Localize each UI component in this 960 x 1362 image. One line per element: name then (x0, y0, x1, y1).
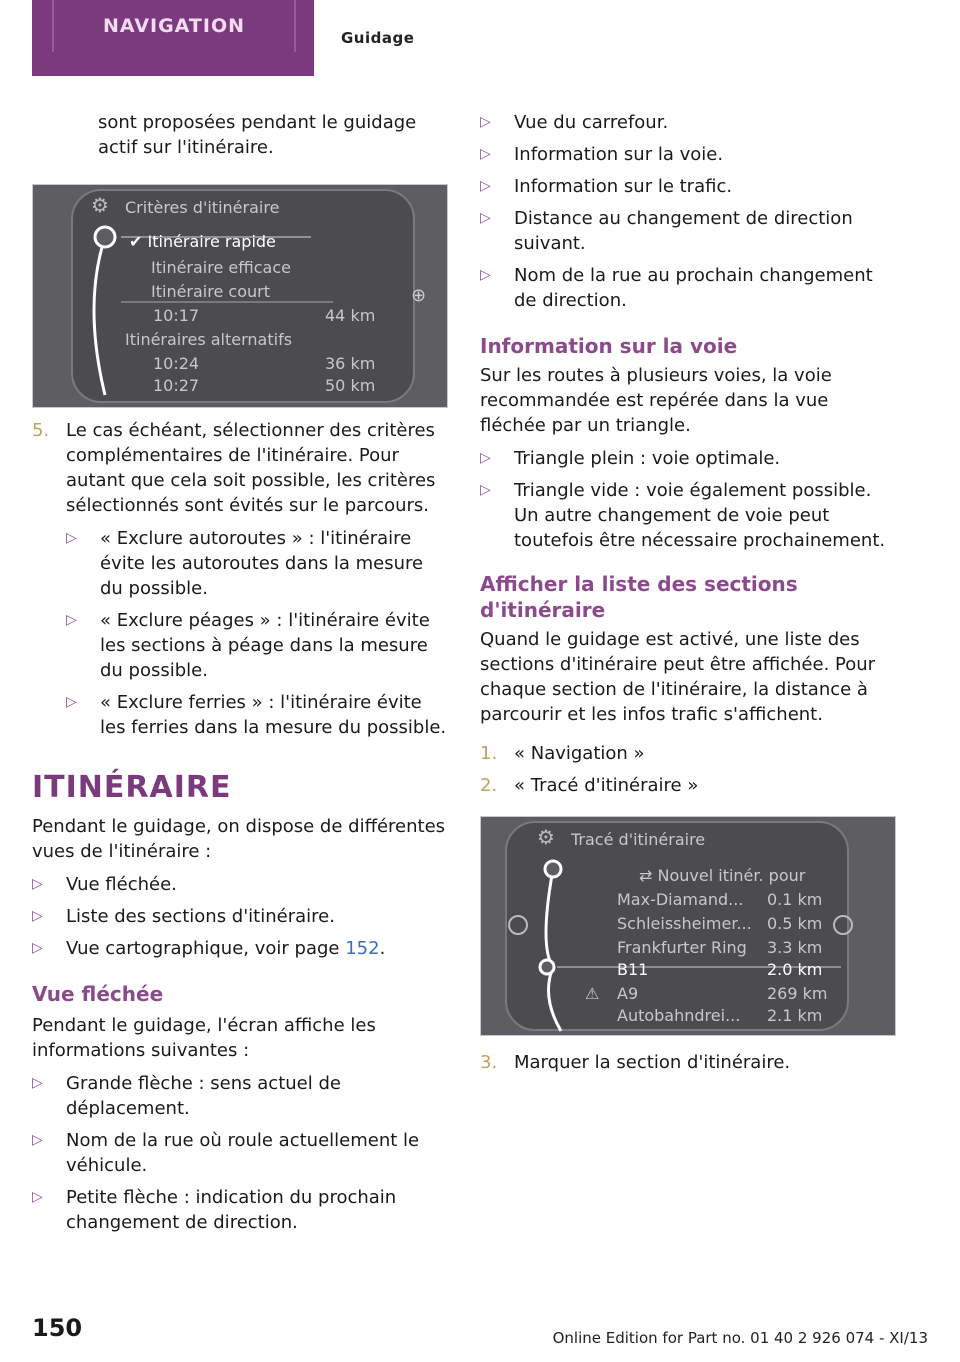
bullet-triangle-icon: ▷ (32, 1075, 43, 1091)
settings-icon: ⚙ (537, 825, 555, 849)
bullet-triangle-icon: ▷ (480, 267, 491, 283)
info-text: Nom de la rue où roule actuellement le véhicule. (66, 1130, 420, 1176)
step-number: 2. (480, 775, 498, 796)
step5-number: 5. (32, 420, 50, 441)
bullet-triangle-icon: ▷ (66, 694, 77, 710)
triangle-item (480, 478, 896, 553)
section-header: Guidage (341, 29, 415, 47)
row-name: Autobahndrei... (617, 1006, 741, 1025)
alt1-time: 10:24 (153, 354, 200, 373)
information-voie-text: Sur les routes à plusieurs voies, la voie recommandée est repérée dans la vue fléchée par un triangle. (480, 365, 832, 436)
option-rapide: ✔ Itinéraire rapide (129, 232, 276, 251)
row-dist-selected: 2.0 km (767, 960, 823, 979)
row-dist: 0.1 km (767, 890, 823, 909)
alt-label: Itinéraires alternatifs (125, 330, 293, 349)
edition-footer: Online Edition for Part no. 01 40 2 926 074 - XI/13 (552, 1329, 928, 1347)
triangle-item (480, 446, 896, 471)
bullet-triangle-icon: ▷ (32, 876, 43, 892)
liste-sections-text: Quand le guidage est activé, une liste des sections d'itinéraire peut être affichée. Pour chaque section de l'itinéraire, la distance à parcourir et les infos trafic s'affichent. (480, 629, 876, 725)
warning-icon: ⚠ (585, 984, 600, 1003)
step-text: « Tracé d'itinéraire » (514, 775, 699, 796)
triangle-text: Triangle vide : voie également possible. Un autre changement de voie peut toutefois être nécessaire prochainement. (514, 480, 886, 551)
screen2-title: Tracé d'itinéraire (571, 830, 706, 849)
bullet-triangle-icon: ▷ (32, 1132, 43, 1148)
intro-text: sont proposées pendant le guidage actif sur l'itinéraire. (98, 112, 417, 158)
exclusion-text: « Exclure ferries » : l'itinéraire évite les ferries dans la mesure du possible. (100, 692, 447, 738)
view-text: Liste des sections d'itinéraire. (66, 906, 335, 927)
bullet-triangle-icon: ▷ (66, 530, 77, 546)
step-number: 1. (480, 743, 498, 764)
left-column (32, 110, 448, 1242)
info-text: Information sur la voie. (514, 144, 724, 165)
info-item (480, 142, 896, 167)
page-link[interactable]: 152 (345, 938, 380, 959)
alt1-dist: 36 km (325, 354, 376, 373)
steps-list (480, 741, 896, 798)
view-text: Vue fléchée. (66, 874, 177, 895)
row-name: Schleissheimer... (617, 914, 752, 933)
arrow-view-info-list (480, 110, 896, 313)
info-text: Information sur le trafic. (514, 176, 733, 197)
view-item (32, 904, 448, 929)
step5 (32, 418, 448, 518)
step-item (480, 1050, 896, 1075)
vue-flechee-text: Pendant le guidage, l'écran affiche les informations suivantes : (32, 1015, 376, 1061)
row-dist: 269 km (767, 984, 828, 1003)
chapter-text: Pendant le guidage, on dispose de différentes vues de l'itinéraire : (32, 816, 446, 862)
bullet-triangle-icon: ▷ (32, 1189, 43, 1205)
step-text: Marquer la section d'itinéraire. (514, 1052, 791, 1073)
option-rapide-label: Itinéraire rapide (147, 232, 276, 251)
bullet-triangle-icon: ▷ (480, 178, 491, 194)
bullet-triangle-icon: ▷ (32, 940, 43, 956)
triangle-list (480, 446, 896, 553)
subheading-information-voie: Information sur la voie (480, 334, 738, 358)
triangle-text: Triangle plein : voie optimale. (514, 448, 781, 469)
info-text: Vue du carrefour. (514, 112, 669, 133)
selected-dist: 44 km (325, 306, 376, 325)
row-dist: 0.5 km (767, 914, 823, 933)
view-text: Vue cartographique, voir page (66, 938, 346, 959)
info-item (32, 1071, 448, 1121)
row-name: Frankfurter Ring (617, 938, 747, 957)
exclusion-text: « Exclure péages » : l'itinéraire évite les sections à péage dans la mesure du possible. (100, 610, 430, 681)
row-dist: 3.3 km (767, 938, 823, 957)
bullet-triangle-icon: ▷ (480, 482, 491, 498)
info-item (480, 174, 896, 199)
info-item (480, 263, 896, 313)
bullet-triangle-icon: ▷ (480, 114, 491, 130)
step-number: 3. (480, 1052, 498, 1073)
step5-text: Le cas échéant, sélectionner des critères complémentaires de l'itinéraire. Pour autant que cela soit possible, les critères sélectionnés sont évités sur le parcours. (66, 420, 436, 516)
bullet-triangle-icon: ▷ (480, 146, 491, 162)
option-court: Itinéraire court (151, 282, 270, 301)
chapter-heading: ITINÉRAIRE (32, 770, 232, 805)
new-route-header: ⇄ Nouvel itinér. pour (639, 866, 806, 885)
step-text: « Navigation » (514, 743, 645, 764)
page-number: 150 (32, 1314, 83, 1342)
subheading-liste-sections: Afficher la liste des sections d'itinéraire (480, 572, 798, 622)
chapter-tab-inner (52, 0, 296, 52)
row-dist: 2.1 km (767, 1006, 823, 1025)
exclusion-text: « Exclure autoroutes » : l'itinéraire évite les autoroutes dans la mesure du possible. (100, 528, 424, 599)
right-column (480, 110, 896, 1075)
bullet-triangle-icon: ▷ (480, 450, 491, 466)
info-text: Petite flèche : indication du prochain changement de direction. (66, 1187, 397, 1233)
new-route-label: Nouvel itinér. pour (657, 866, 806, 885)
info-text: Nom de la rue au prochain changement de direction. (514, 265, 873, 311)
route-sections-screen (480, 816, 896, 1036)
settings-icon: ⚙ (91, 193, 109, 217)
screen1-title: Critères d'itinéraire (125, 198, 280, 217)
row-name: A9 (617, 984, 639, 1003)
bullet-triangle-icon: ▷ (480, 210, 491, 226)
exclusion-item (66, 690, 448, 740)
alt2-time: 10:27 (153, 376, 200, 395)
chapter-tab (32, 0, 314, 76)
option-efficace: Itinéraire efficace (151, 258, 291, 277)
info-item (32, 1128, 448, 1178)
route-criteria-screen (32, 184, 448, 408)
info-text: Distance au changement de direction suivant. (514, 208, 853, 254)
view-end: . (379, 938, 386, 959)
vue-flechee-list (32, 1071, 448, 1235)
exclusion-list (32, 526, 448, 740)
info-item (32, 1185, 448, 1235)
next-arrow-icon: ⊕ (411, 285, 427, 306)
row-name-selected: B11 (617, 960, 649, 979)
subheading-vue-flechee: Vue fléchée (32, 982, 164, 1006)
alt2-dist: 50 km (325, 376, 376, 395)
chapter-tab-label: NAVIGATION (103, 14, 245, 37)
exclusion-item (66, 526, 448, 601)
step-item (480, 741, 896, 766)
step5-list (32, 418, 448, 518)
view-item (32, 936, 448, 961)
info-item (480, 110, 896, 135)
view-item (32, 872, 448, 897)
bullet-triangle-icon: ▷ (66, 612, 77, 628)
step3-list (480, 1050, 896, 1075)
selected-time: 10:17 (153, 306, 200, 325)
bullet-triangle-icon: ▷ (32, 908, 43, 924)
views-list (32, 872, 448, 961)
info-item (480, 206, 896, 256)
step-item (480, 773, 896, 798)
exclusion-item (66, 608, 448, 683)
row-name: Max-Diamand... (617, 890, 744, 909)
info-text: Grande flèche : sens actuel de déplacement. (66, 1073, 341, 1119)
